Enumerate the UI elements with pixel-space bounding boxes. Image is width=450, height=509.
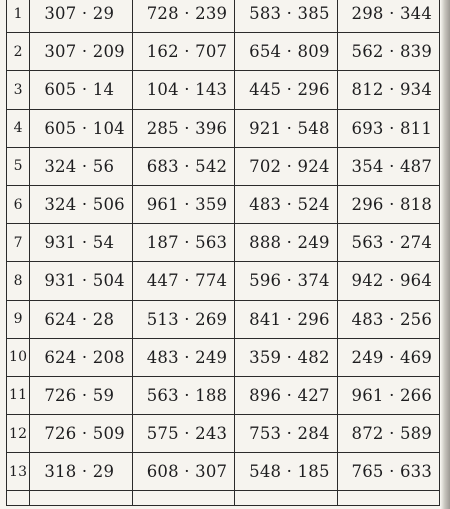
exercise-cell: 624 · 28 [30,300,132,338]
exercise-cell: 104 · 143 [132,71,234,109]
exercise-cell: 654 · 809 [235,33,337,71]
exercise-cell: 307 · 29 [30,0,132,33]
table-row [7,415,440,453]
exercise-cell: 296 · 818 [337,185,439,223]
row-number: 4 [7,109,30,147]
exercise-cell: 608 · 307 [132,453,234,491]
exercise-cell: 702 · 924 [235,147,337,185]
exercise-cell: 872 · 589 [337,415,439,453]
row-number: 10 [7,338,30,376]
table-row [7,185,440,223]
row-number: 2 [7,33,30,71]
exercise-cell: 728 · 239 [132,0,234,33]
table-row [7,0,440,33]
table-row [7,338,440,376]
exercise-cell: 562 · 839 [337,33,439,71]
exercise-cell: 841 · 296 [235,300,337,338]
row-number: 6 [7,185,30,223]
table-row [7,376,440,414]
exercise-cell: 693 · 811 [337,109,439,147]
table-row [7,109,440,147]
exercise-cell: 683 · 542 [132,147,234,185]
exercise-cell: 324 · 506 [30,185,132,223]
exercise-cell: 961 · 266 [337,376,439,414]
table-row [7,300,440,338]
exercise-cell: 187 · 563 [132,224,234,262]
exercise-cell: 765 · 633 [337,453,439,491]
row-number: 1 [7,0,30,33]
exercise-cell: 324 · 56 [30,147,132,185]
exercise-cell: 896 · 427 [235,376,337,414]
exercise-cell: 359 · 482 [235,338,337,376]
exercise-cell: 445 · 296 [235,71,337,109]
table-row [7,71,440,109]
exercise-cell: 298 · 344 [337,0,439,33]
exercise-cell: 921 · 548 [235,109,337,147]
exercise-cell: 596 · 374 [235,262,337,300]
table-row [7,262,440,300]
table-row [7,453,440,491]
exercise-cell: 563 · 274 [337,224,439,262]
exercise-cell: 318 · 29 [30,453,132,491]
table-row [7,33,440,71]
exercise-cell: 931 · 54 [30,224,132,262]
exercise-cell: 285 · 396 [132,109,234,147]
exercise-cell: 483 · 249 [132,338,234,376]
multiplication-exercise-table [6,0,440,506]
exercise-cell: 563 · 188 [132,376,234,414]
exercise-cell: 548 · 185 [235,453,337,491]
row-number: 3 [7,71,30,109]
exercise-cell: 931 · 504 [30,262,132,300]
exercise-cell: 513 · 269 [132,300,234,338]
exercise-cell: 483 · 524 [235,185,337,223]
exercise-cell: 624 · 208 [30,338,132,376]
exercise-cell: 354 · 487 [337,147,439,185]
row-number: 12 [7,415,30,453]
exercise-cell: 605 · 104 [30,109,132,147]
exercise-cell: 753 · 284 [235,415,337,453]
row-number: 9 [7,300,30,338]
row-number: 8 [7,262,30,300]
exercise-cell: 583 · 385 [235,0,337,33]
exercise-cell: 812 · 934 [337,71,439,109]
exercise-cell: 605 · 14 [30,71,132,109]
table-row [7,147,440,185]
table-row-cut-off [7,491,440,506]
row-number: 11 [7,376,30,414]
exercise-cell: 726 · 509 [30,415,132,453]
exercise-cell: 483 · 256 [337,300,439,338]
exercise-cell: 249 · 469 [337,338,439,376]
exercise-cell: 961 · 359 [132,185,234,223]
exercise-cell: 942 · 964 [337,262,439,300]
exercise-cell: 888 · 249 [235,224,337,262]
row-number: 13 [7,453,30,491]
row-number: 5 [7,147,30,185]
exercise-cell: 575 · 243 [132,415,234,453]
table-row [7,224,440,262]
page-binding-shadow [441,0,450,509]
exercise-cell: 162 · 707 [132,33,234,71]
exercise-cell: 447 · 774 [132,262,234,300]
exercise-cell: 726 · 59 [30,376,132,414]
exercise-cell: 307 · 209 [30,33,132,71]
row-number: 7 [7,224,30,262]
